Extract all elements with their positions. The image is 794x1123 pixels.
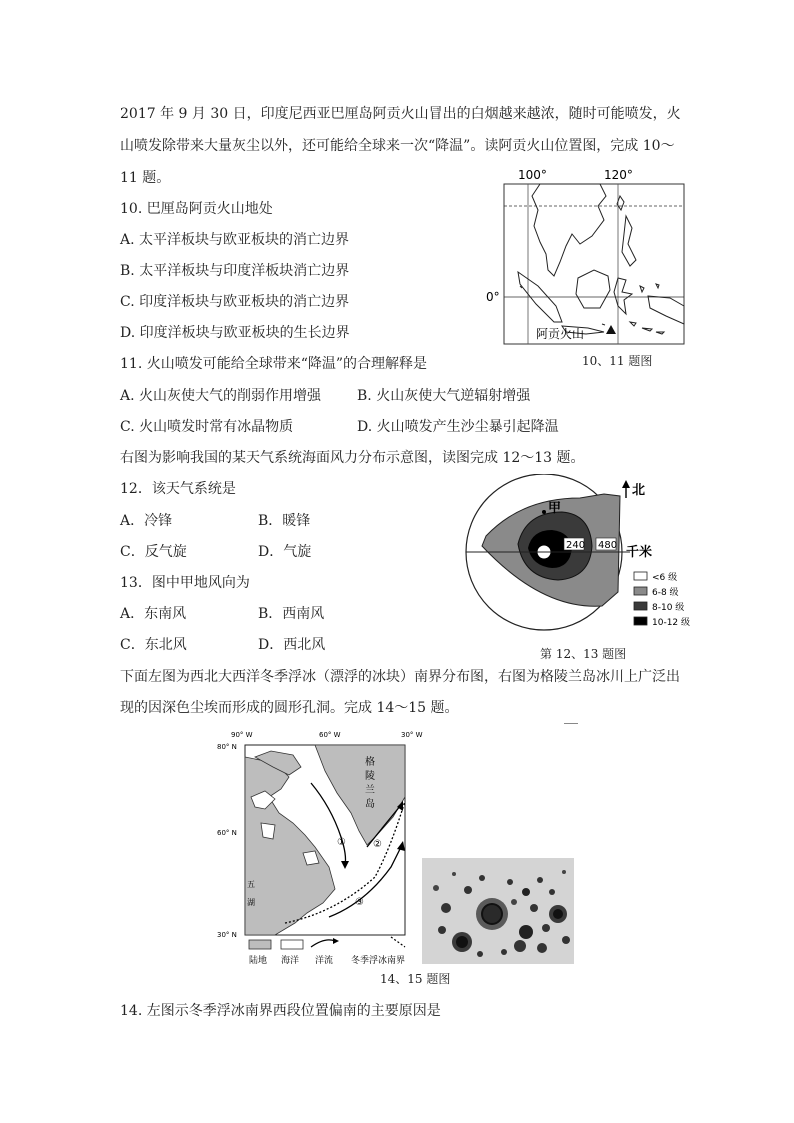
- q11-option-b: B. 火山灰使大气逆辐射增强: [357, 388, 531, 404]
- q12-option-b: B．暖锋: [258, 513, 311, 529]
- lon-100-label: 100°: [518, 168, 547, 182]
- greenland-char-4: 岛: [365, 799, 375, 810]
- intro-line-2: 山喷发除带来大量灰尘以外，还可能给全球来一次“降温”。读阿贡火山位置图，完成 10～: [120, 138, 675, 154]
- volcano-location-map: [480, 166, 690, 352]
- q13-option-a: A．东南风: [120, 606, 187, 622]
- lat-80n-label: 80° N: [217, 743, 237, 751]
- nw-atlantic-ice-map: [215, 727, 440, 972]
- q12-option-d: D．气旋: [258, 544, 312, 560]
- current-1-label: ①: [337, 837, 346, 848]
- current-3-label: ③: [355, 897, 364, 908]
- legend-10-12: 10-12 级: [652, 618, 691, 628]
- lon-30w-label: 30° W: [401, 731, 423, 739]
- map1-caption: 10、11 题图: [582, 354, 653, 368]
- q10-option-a: A. 太平洋板块与欧亚板块的消亡边界: [120, 232, 350, 248]
- wuhu-char-1: 五: [247, 880, 255, 889]
- legend-current: 洋流: [315, 956, 334, 966]
- wind-force-diagram: [462, 474, 698, 642]
- q11-stem: 11. 火山喷发可能给全球带来“降温”的合理解释是: [120, 356, 428, 372]
- lat-0-label: 0°: [486, 290, 500, 304]
- q11-option-c: C. 火山喷发时常有冰晶物质: [120, 419, 294, 435]
- intro-line-1: 2017 年 9 月 30 日，印度尼西亚巴厘岛阿贡火山冒出的白烟越来越浓，随时可能喷发，火: [120, 106, 681, 122]
- wuhu-char-2: 湖: [247, 898, 255, 907]
- lat-60n-label: 60° N: [217, 829, 237, 837]
- map3-caption: 14、15 题图: [380, 972, 451, 986]
- intro2-line: 右图为影响我国的某天气系统海面风力分布示意图，读图完成 12～13 题。: [120, 450, 585, 466]
- q11-option-a: A. 火山灰使大气的削弱作用增强: [120, 388, 322, 404]
- legend-ice-boundary: 冬季浮冰南界: [351, 956, 406, 966]
- q11-option-d: D. 火山喷发产生沙尘暴引起降温: [357, 419, 559, 435]
- distance-480-label: 480: [598, 540, 618, 551]
- lon-60w-label: 60° W: [319, 731, 341, 739]
- lon-90w-label: 90° W: [231, 731, 253, 739]
- greenland-char-2: 陵: [365, 771, 375, 782]
- lon-120-label: 120°: [604, 168, 633, 182]
- q13-stem: 13．图中甲地风向为: [120, 575, 250, 591]
- q10-option-d: D. 印度洋板块与欧亚板块的生长边界: [120, 325, 350, 341]
- greenland-char-1: 格: [365, 757, 375, 768]
- q10-stem: 10. 巴厘岛阿贡火山地处: [120, 201, 273, 217]
- q12-option-c: C．反气旋: [120, 544, 187, 560]
- greenland-char-3: 兰: [365, 785, 375, 796]
- q13-option-c: C．东北风: [120, 637, 187, 653]
- divider: [564, 723, 578, 724]
- q14-stem: 14. 左图示冬季浮冰南界西段位置偏南的主要原因是: [120, 1003, 441, 1019]
- q12-option-a: A．冷锋: [120, 513, 173, 529]
- jia-label: 甲: [548, 501, 562, 516]
- q10-option-c: C. 印度洋板块与欧亚板块的消亡边界: [120, 294, 350, 310]
- km-label: 千米: [626, 545, 653, 560]
- current-2-label: ②: [373, 839, 382, 850]
- legend-6-8: 6-8 级: [652, 588, 679, 598]
- legend-8-10: 8-10 级: [652, 603, 685, 613]
- intro3-line-2: 现的因深色尘埃而形成的圆形孔洞。完成 14～15 题。: [120, 700, 459, 716]
- intro3-line-1: 下面左图为西北大西洋冬季浮冰（漂浮的冰块）南界分布图，右图为格陵兰岛冰川上广泛出: [120, 669, 680, 685]
- q10-option-b: B. 太平洋板块与印度洋板块消亡边界: [120, 263, 350, 279]
- q13-option-d: D．西北风: [258, 637, 326, 653]
- distance-240-label: 240: [566, 540, 586, 551]
- north-label: 北: [632, 483, 646, 498]
- intro-line-3: 11 题。: [120, 170, 171, 186]
- legend-lt6: <6 级: [652, 573, 678, 583]
- legend-ocean: 海洋: [281, 956, 300, 966]
- q12-stem: 12．该天气系统是: [120, 481, 236, 497]
- glacier-holes-photo: [422, 858, 574, 964]
- q13-option-b: B．西南风: [258, 606, 325, 622]
- lat-30n-label: 30° N: [217, 931, 237, 939]
- volcano-label: 阿贡火山: [536, 327, 585, 341]
- legend-land: 陆地: [249, 956, 268, 966]
- map2-caption: 第 12、13 题图: [540, 647, 627, 661]
